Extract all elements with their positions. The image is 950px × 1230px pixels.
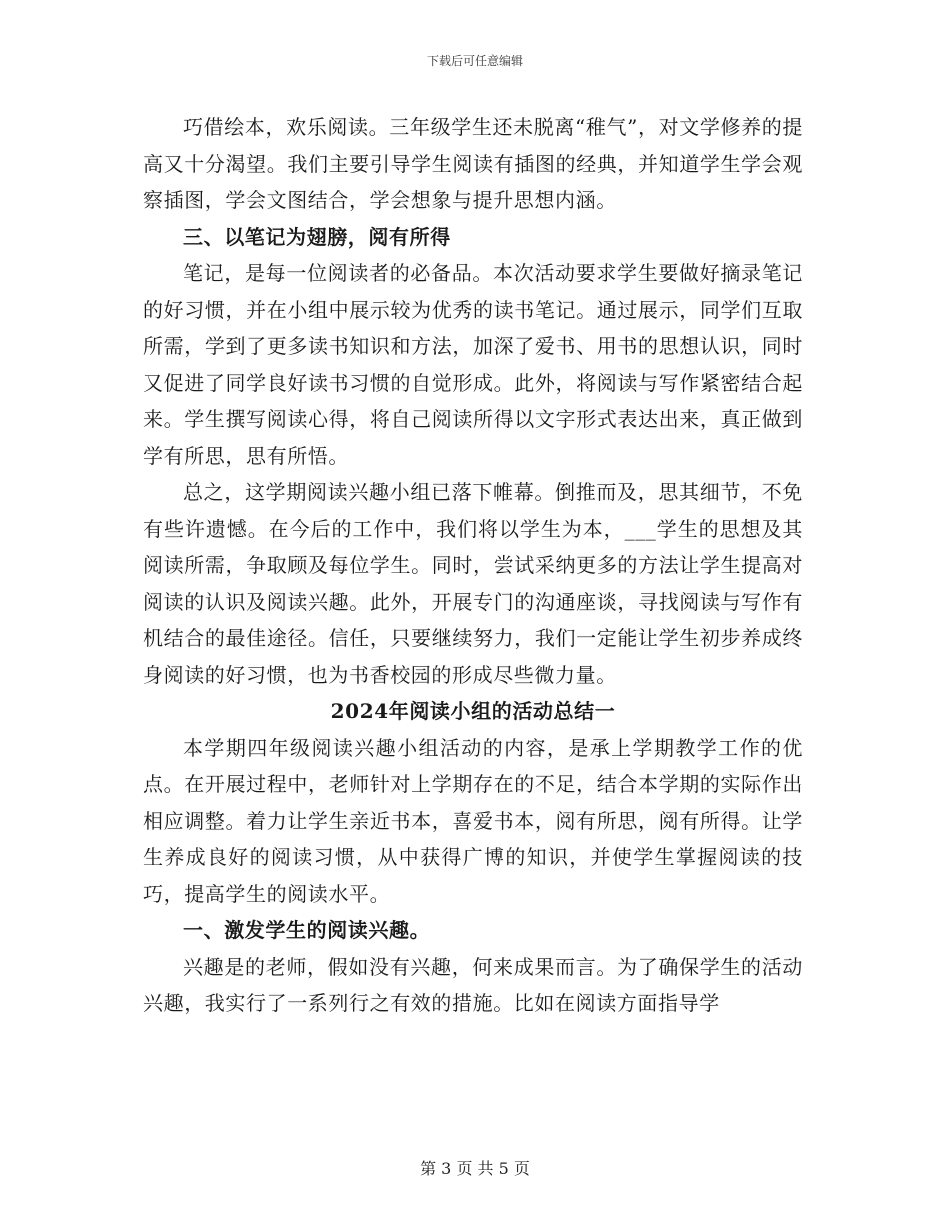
paragraph-summary: 总之，这学期阅读兴趣小组已落下帷幕。倒推而及，思其细节，不免有些许遗憾。在今后的工作中，我们将以学生为本，___学生的思想及其阅读所需，争取顾及每位学生。同时，尝试采纳更多的方法让学生提高对阅读的认识及阅读兴趣。此外，开展专门的沟通座谈，寻找阅读与写作有机结合的最佳途径。信任，只要继续努力，我们一定能让学生初步养成终身阅读的好习惯，也为书香校园的形成尽些微力量。 bbox=[143, 480, 803, 687]
paragraph-notes: 笔记，是每一位阅读者的必备品。本次活动要求学生要做好摘录笔记的好习惯，并在小组中展示较为优秀的读书笔记。通过展示，同学们互取所需，学到了更多读书知识和方法，加深了爱书、用书的思想认识，同时又促进了同学良好读书习惯的自觉形成。此外，将阅读与写作紧密结合起来。学生撰写阅读心得，将自己阅读所得以文字形式表达出来，真正做到学有所思，思有所悟。 bbox=[143, 261, 803, 468]
section-heading-interest: 一、激发学生的阅读兴趣。 bbox=[183, 918, 431, 942]
paragraph-picture-books: 巧借绘本，欢乐阅读。三年级学生还未脱离“稚气”，对文学修养的提高又十分渴望。我们主要引导学生阅读有插图的经典，并知道学生学会观察插图，学会文图结合，学会想象与提升思想内涵。 bbox=[143, 115, 803, 212]
paragraph-intro: 本学期四年级阅读兴趣小组活动的内容，是承上学期教学工作的优点。在开展过程中，老师针对上学期存在的不足，结合本学期的实际作出相应调整。着力让学生亲近书本，喜爱书本，阅有所思，阅有所得。让学生养成良好的阅读习惯，从中获得广博的知识，并使学生掌握阅读的技巧，提高学生的阅读水平。 bbox=[143, 735, 803, 906]
page-number-footer: 第 3 页 共 5 页 bbox=[420, 1159, 530, 1178]
section-heading-notes: 三、以笔记为翅膀，阅有所得 bbox=[183, 224, 451, 249]
header-note: 下载后可任意编辑 bbox=[426, 54, 523, 68]
document-title: 2024年阅读小组的活动总结一 bbox=[330, 699, 616, 723]
paragraph-interest: 兴趣是的老师，假如没有兴趣，何来成果而言。为了确保学生的活动兴趣，我实行了一系列行之有效的措施。比如在阅读方面指导学 bbox=[143, 954, 803, 1015]
document-body bbox=[143, 109, 803, 1022]
